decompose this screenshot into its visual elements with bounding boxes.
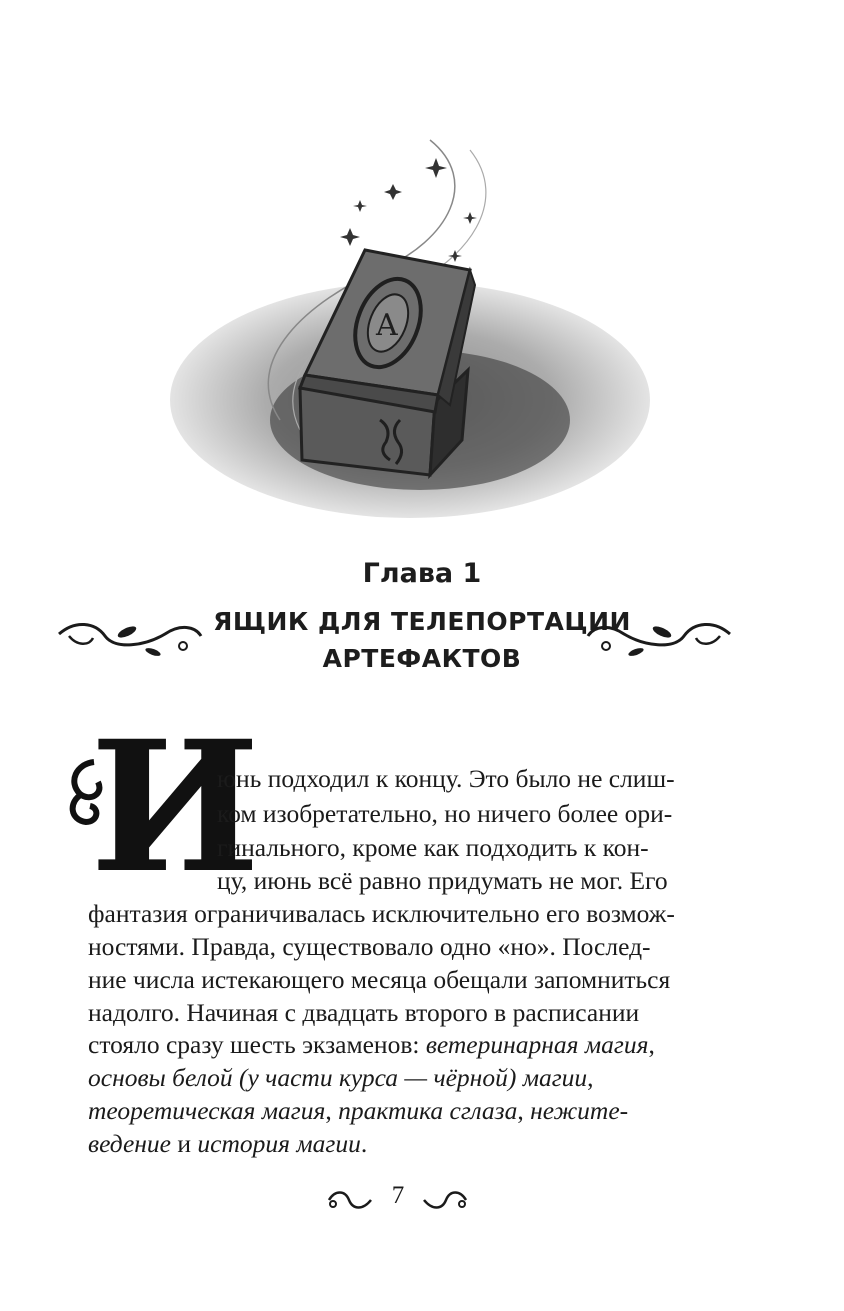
italic-subject: теоретическая магия [88, 1096, 326, 1125]
page-number: 7 [391, 1182, 405, 1209]
body-text-span: , [517, 1096, 531, 1125]
italic-subject: ведение [88, 1129, 171, 1158]
italic-subject: нежите- [530, 1096, 629, 1125]
body-line: фантазия ограничивалась исключительно его возмож- [88, 899, 675, 928]
footer-left-ornament-icon [325, 1188, 375, 1212]
body-text-span: , [325, 1096, 339, 1125]
left-flourish-ornament [55, 612, 205, 658]
body-text-span: . [360, 1129, 368, 1158]
body-line: юнь подходил к концу. Это было не слиш- [217, 764, 675, 793]
footer-right-ornament-icon [420, 1188, 470, 1212]
body-line [88, 1129, 367, 1159]
svg-text:A: A [376, 308, 398, 343]
drop-cap-letter: И [90, 702, 261, 913]
italic-subject: основы белой (у части курса — чёрной) магии [88, 1063, 588, 1092]
body-line: ние числа истекающего месяца обещали запомниться [88, 965, 671, 994]
body-line: ком изобретательно, но ничего более ори- [217, 799, 673, 828]
body-text-span: , [648, 1030, 655, 1059]
body-text-span: стояло сразу шесть экзаменов: [88, 1030, 426, 1059]
right-flourish-ornament [584, 612, 734, 658]
body-line: надолго. Начиная с двадцать второго в расписании [88, 998, 640, 1027]
chapter-title-line-1: ЯЩИК ДЛЯ ТЕЛЕПОРТАЦИИ [213, 607, 631, 636]
body-line: ностями. Правда, существовало одно «но». Послед- [88, 932, 651, 961]
italic-subject: практика сглаза [338, 1096, 518, 1125]
drop-cap [60, 702, 261, 913]
body-line [88, 1096, 628, 1126]
body-line [88, 1063, 594, 1093]
italic-subject: ветеринарная магия [425, 1030, 649, 1059]
body-text-span: и [171, 1129, 198, 1158]
treasure-chest-illustration [150, 120, 650, 540]
chapter-number: Глава 1 [362, 558, 482, 589]
italic-subject: история магии [197, 1129, 361, 1158]
chapter-title-line-2: АРТЕФАКТОВ [322, 644, 522, 673]
body-text-span: , [587, 1063, 594, 1092]
body-line: гинального, кроме как подходить к кон- [217, 833, 649, 862]
body-line [88, 1030, 655, 1060]
body-line: цу, июнь всё равно придумать не мог. Его [217, 866, 668, 895]
